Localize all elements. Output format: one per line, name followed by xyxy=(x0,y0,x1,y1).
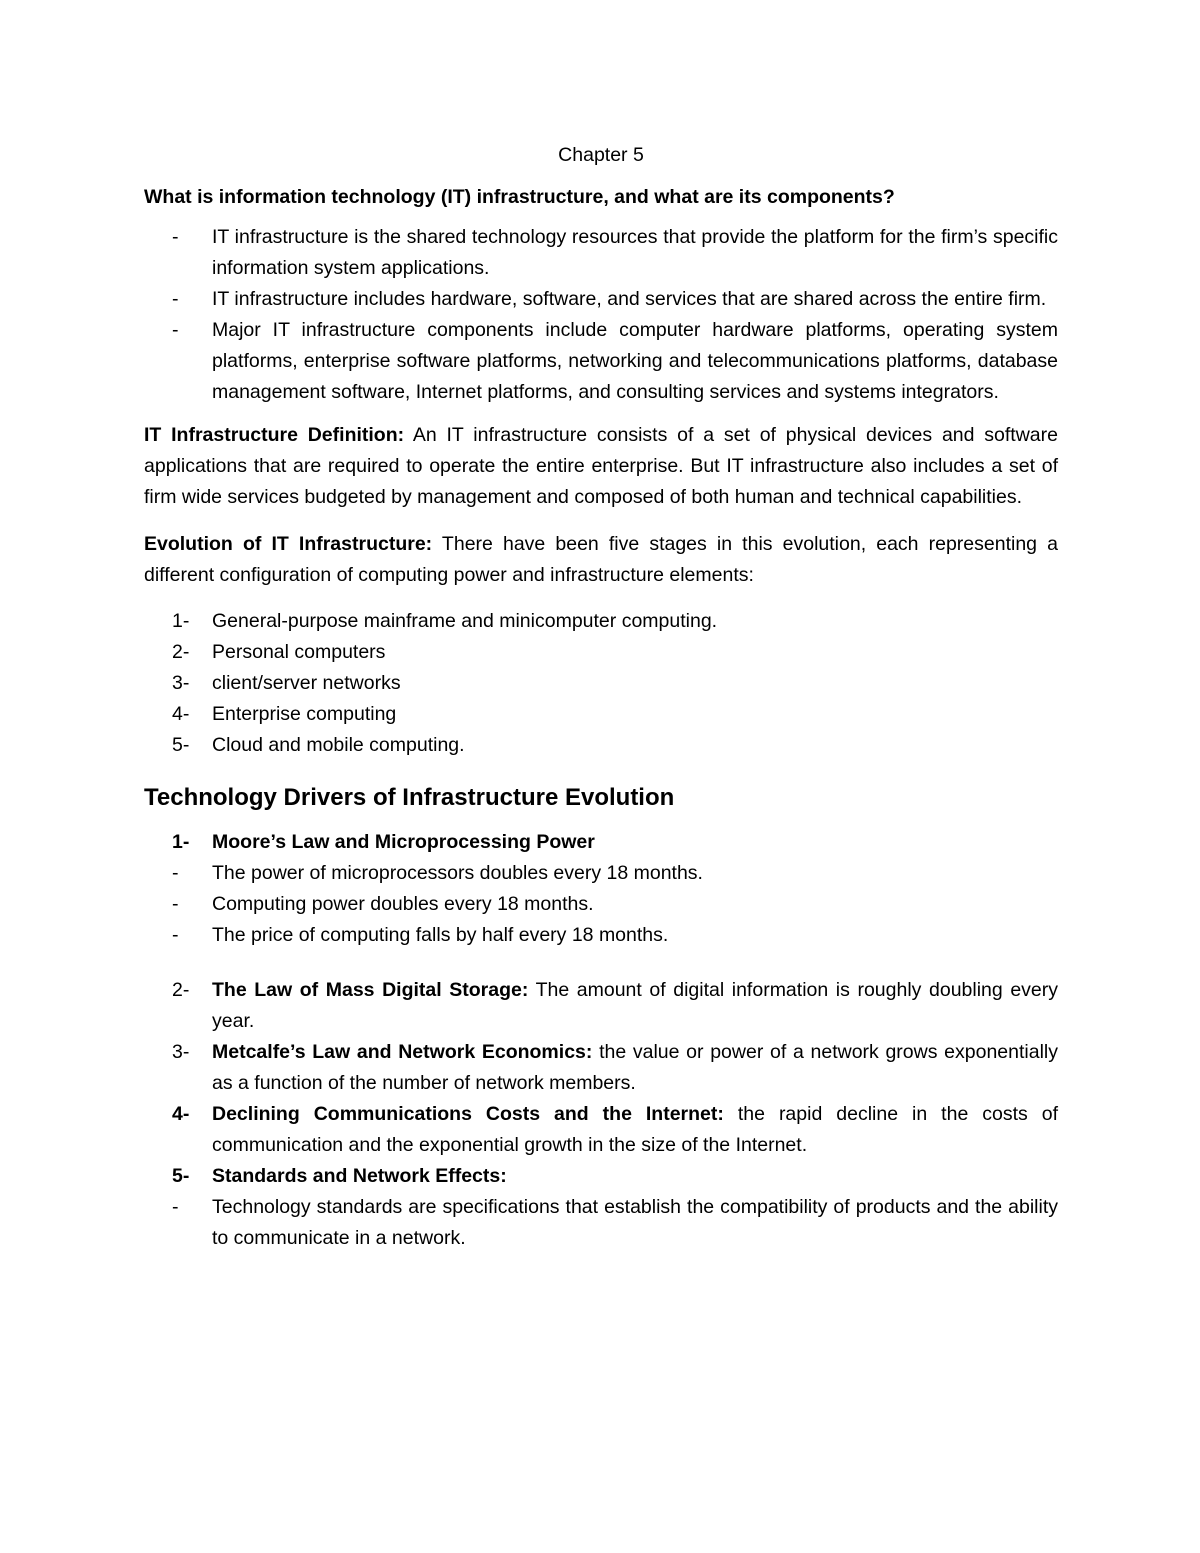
dash-marker: - xyxy=(172,288,179,310)
driver-label: Standards and Network Effects: xyxy=(212,1165,507,1187)
number-marker: 4- xyxy=(172,703,190,725)
definition-paragraph xyxy=(144,420,1058,513)
list-item xyxy=(144,1161,1058,1192)
list-item xyxy=(144,889,1058,920)
dash-marker: - xyxy=(172,924,179,946)
list-item-text: The power of microprocessors doubles every 18 months. xyxy=(212,862,703,884)
list-item xyxy=(144,975,1058,1037)
definition-label: IT Infrastructure Definition: xyxy=(144,424,405,446)
number-marker: 3- xyxy=(172,672,190,694)
list-item-text: Enterprise computing xyxy=(212,703,397,725)
driver-text: the rapid decline in the costs of communication and the exponential growth in the size of the Internet. xyxy=(212,1103,1059,1156)
dash-marker: - xyxy=(172,862,179,884)
number-marker: 3- xyxy=(172,1041,190,1063)
number-marker: 2- xyxy=(172,979,190,1001)
list-item-text: IT infrastructure includes hardware, software, and services that are shared across the entire firm. xyxy=(212,288,1047,310)
list-item xyxy=(144,920,1058,951)
number-marker: 2- xyxy=(172,641,190,663)
list-item-text: The price of computing falls by half every 18 months. xyxy=(212,924,669,946)
list-item xyxy=(144,637,1058,668)
list-item xyxy=(144,606,1058,637)
list-item-text: Computing power doubles every 18 months. xyxy=(212,893,594,915)
list-item xyxy=(144,827,1058,858)
dash-marker: - xyxy=(172,1196,179,1218)
evolution-label: Evolution of IT Infrastructure: xyxy=(144,533,433,555)
driver-label: The Law of Mass Digital Storage: xyxy=(212,979,529,1001)
driver-label: Metcalfe’s Law and Network Economics: xyxy=(212,1041,593,1063)
list-item xyxy=(144,730,1058,761)
question-heading: What is information technology (IT) infrastructure, and what are its components? xyxy=(144,186,895,208)
list-item xyxy=(144,222,1058,284)
list-item-text: Major IT infrastructure components include computer hardware platforms, operating system platforms, enterprise software platforms, networking and telecommunications platforms, database management software, Internet platforms, and consulting services and systems integrators. xyxy=(212,319,1058,403)
dash-marker: - xyxy=(172,893,179,915)
list-item xyxy=(144,1099,1058,1161)
number-marker: 4- xyxy=(172,1103,190,1125)
dash-marker: - xyxy=(172,319,179,341)
definition-text: An IT infrastructure consists of a set of physical devices and software applications that are required to operate the entire enterprise. But IT infrastructure also includes a set of firm wide services budgeted by management and composed of both human and technical capabilities. xyxy=(144,424,1058,508)
list-item xyxy=(144,699,1058,730)
spacer xyxy=(144,951,1058,975)
list-item-text: Cloud and mobile computing. xyxy=(212,734,465,756)
evolution-text: There have been five stages in this evolution, each representing a different configuration of computing power and infrastructure elements: xyxy=(144,533,1058,586)
page-title: Chapter 5 xyxy=(558,144,644,166)
list-item xyxy=(144,858,1058,889)
drivers-list xyxy=(144,827,1058,1254)
number-marker: 5- xyxy=(172,734,190,756)
list-item-text: IT infrastructure is the shared technology resources that provide the platform for the firm’s specific information system applications. xyxy=(212,226,1058,279)
document-page xyxy=(144,140,1058,1254)
section-heading: Technology Drivers of Infrastructure Evolution xyxy=(144,784,675,811)
evolution-paragraph xyxy=(144,529,1058,591)
driver-label: Moore’s Law and Microprocessing Power xyxy=(212,831,595,853)
list-item-text: client/server networks xyxy=(212,672,401,694)
dash-marker: - xyxy=(172,226,179,248)
list-item xyxy=(144,284,1058,315)
list-item xyxy=(144,668,1058,699)
list-item xyxy=(144,1192,1058,1254)
evolution-stage-list xyxy=(144,606,1058,761)
list-item-text: Personal computers xyxy=(212,641,386,663)
driver-text: The amount of digital information is roughly doubling every year. xyxy=(212,979,1058,1032)
number-marker: 5- xyxy=(172,1165,190,1187)
component-bullet-list xyxy=(144,222,1058,408)
number-marker: 1- xyxy=(172,831,190,853)
number-marker: 1- xyxy=(172,610,190,632)
driver-label: Declining Communications Costs and the Internet: xyxy=(212,1103,724,1125)
list-item-text: General-purpose mainframe and minicomputer computing. xyxy=(212,610,718,632)
list-item-text: Technology standards are specifications that establish the compatibility of products and the ability to communicate in a network. xyxy=(212,1196,1058,1249)
list-item xyxy=(144,1037,1058,1099)
list-item xyxy=(144,315,1058,408)
driver-text: the value or power of a network grows exponentially as a function of the number of network members. xyxy=(212,1041,1059,1094)
